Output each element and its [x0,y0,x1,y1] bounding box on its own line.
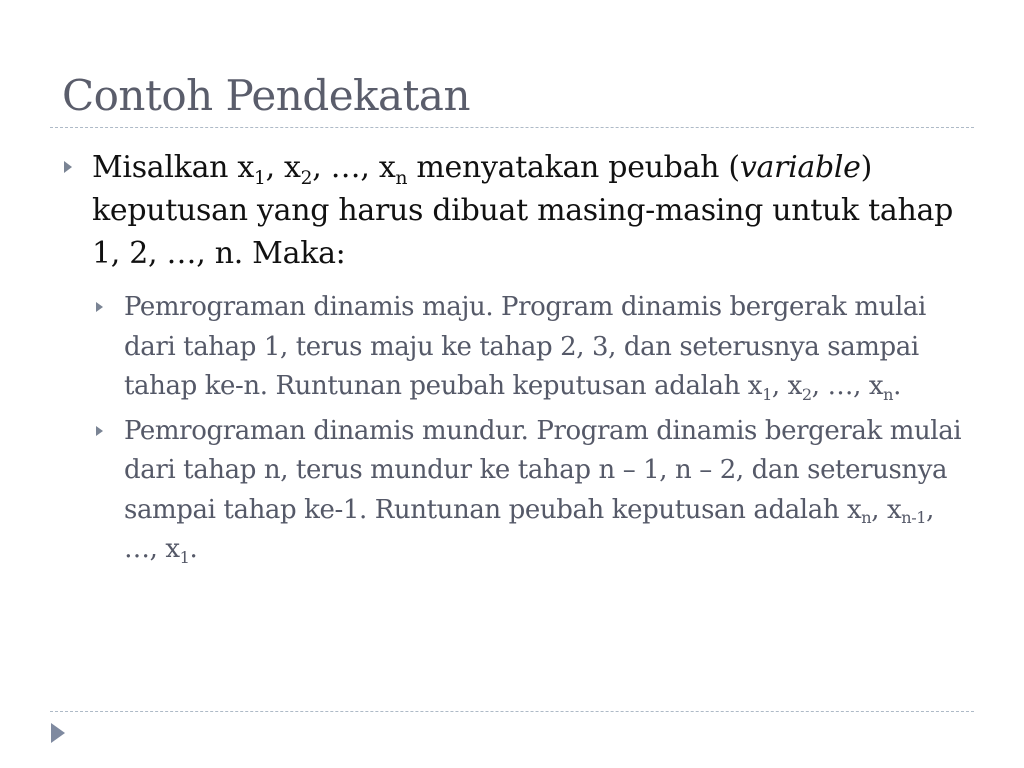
subscript: 1 [254,167,266,189]
text-run: Pemrograman dinamis maju. Program dinamis bergerak mulai dari tahap 1, terus maju ke tahap 2, 3, dan seterusnya sampai tahap ke-n. Runtunan peubah keputusan adalah x [124,292,926,401]
slide-content [62,146,972,570]
text-run: menyatakan peubah ( [407,150,740,185]
sub-bullet-item-backward [94,412,972,570]
slide-title: Contoh Pendekatan [62,71,471,120]
text-run: , …, x [312,150,396,185]
text-run: , x [771,371,802,401]
title-divider [50,127,974,128]
triangle-right-icon [64,161,72,173]
sub-bullet-text-backward [124,412,972,570]
text-run: . [893,371,901,401]
bullet-item-main [62,146,972,275]
subscript: n-1 [901,508,927,528]
text-run: Pemrograman dinamis mundur. Program dinamis bergerak mulai dari tahap n, terus mundur ke tahap n – 1, n – 2, dan seterusnya sampai tahap ke-1. Runtunan peubah keputusan adalah x [124,415,962,525]
sub-bullet-item-forward [94,288,972,407]
text-run: . [189,534,198,564]
subscript: 1 [179,547,190,567]
text-run: ) keputusan yang harus dibuat masing-masing untuk tahap 1, 2, …, n. Maka: [92,150,954,271]
triangle-right-icon [96,426,103,436]
subscript: 2 [801,384,812,404]
subscript: n [395,167,408,189]
italic-term: variable [739,150,861,185]
text-run: , …, x [124,494,935,564]
subscript: 1 [762,384,772,404]
subscript: n [861,508,872,528]
subscript: 2 [300,167,313,189]
text-run: , x [871,494,902,525]
text-run: Misalkan x [92,150,255,185]
text-run: , x [265,150,301,185]
bullet-text-main [92,146,972,275]
play-triangle-icon[interactable] [51,723,65,743]
sub-bullet-text-forward [124,288,972,407]
footer-divider [50,711,974,712]
triangle-right-icon [96,302,103,312]
text-run: , …, x [811,371,884,401]
subscript: n [883,384,894,404]
